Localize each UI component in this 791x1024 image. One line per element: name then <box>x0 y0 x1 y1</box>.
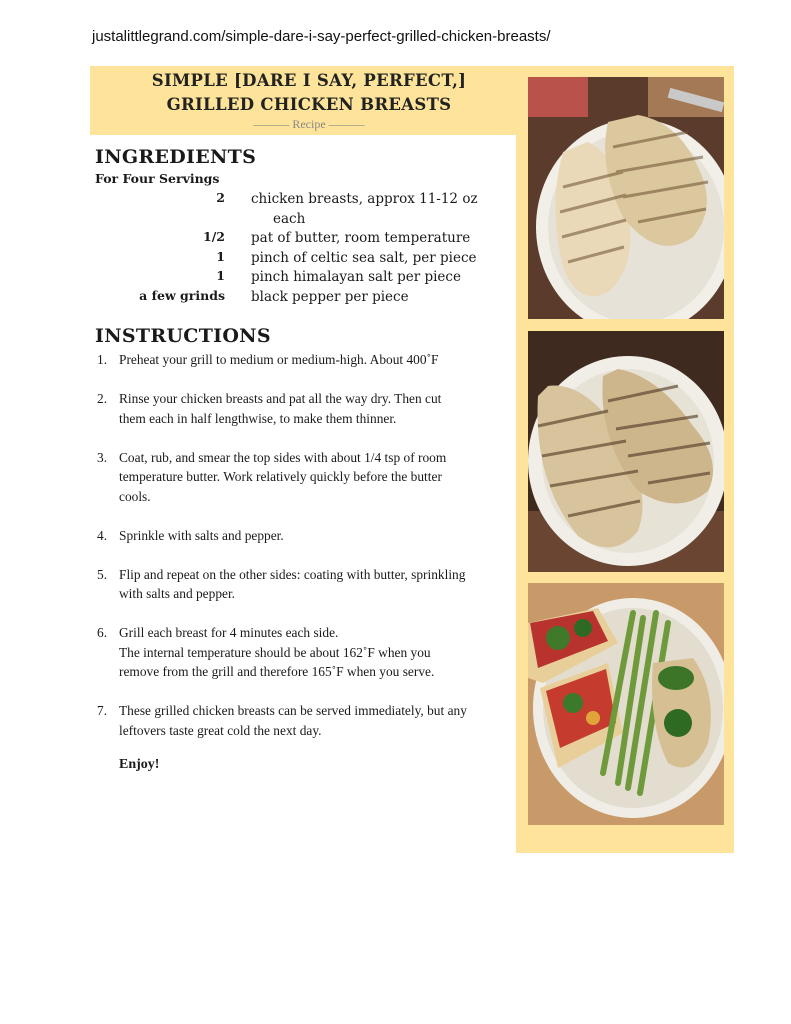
step-number: 6. <box>97 625 108 640</box>
ingredient-row <box>95 190 515 229</box>
ingredients-heading: INGREDIENTS <box>95 146 257 168</box>
instruction-step: 6. Grill each breast for 4 minutes each side. The internal temperature should be about 162˚F when you remove from the grill and therefore 165˚F when you serve. <box>97 625 435 679</box>
ingredient-text: chicken breasts, approx 11-12 oz each <box>251 191 478 227</box>
instruction-step: 5. Flip and repeat on the other sides: coating with butter, sprinkling with salts and pepper. <box>97 566 466 601</box>
recipe-title <box>90 69 528 117</box>
instruction-step: 1. Preheat your grill to medium or medium-high. About 400˚F <box>95 350 515 370</box>
step-number: 2. <box>97 391 108 406</box>
photo-plated-meal <box>528 583 724 825</box>
step-number: 4. <box>97 527 108 543</box>
ingredient-text: pinch himalayan salt per piece <box>251 269 461 285</box>
ingredient-text: black pepper per piece <box>251 288 409 305</box>
instruction-step: 4. Sprinkle with salts and pepper. <box>95 526 515 546</box>
servings-label: For Four Servings <box>95 171 220 186</box>
ingredient-text: pat of butter, room temperature <box>251 230 471 246</box>
instruction-step: 7. These grilled chicken breasts can be served immediately, but any leftovers taste great cold the next day. <box>97 703 467 738</box>
ingredient-qty: 2 <box>216 190 225 205</box>
ingredient-qty: a few grinds <box>139 287 225 303</box>
ingredient-row <box>95 288 515 308</box>
instruction-step: 2. Rinse your chicken breasts and pat all the way dry. Then cut them each in half lengthwise, to make them thinner. <box>97 391 442 426</box>
recipe-title-line-1: SIMPLE [DARE I SAY, PERFECT,] <box>151 71 467 90</box>
closing-text: Enjoy! <box>119 757 160 772</box>
ingredient-qty: 1 <box>216 248 225 264</box>
ingredient-text: pinch of celtic sea salt, per piece <box>251 249 477 266</box>
instructions-heading: INSTRUCTIONS <box>95 325 271 347</box>
ingredients-list <box>95 190 515 307</box>
recipe-subtitle: ——— Recipe ——— <box>253 117 365 131</box>
source-url[interactable]: justalittlegrand.com/simple-dare-i-say-perfect-grilled-chicken-breasts/ <box>92 28 551 45</box>
photo-chicken-plate-1 <box>528 77 724 319</box>
ingredient-row <box>95 229 515 249</box>
recipe-title-line-2: GRILLED CHICKEN BREASTS <box>166 95 452 114</box>
step-number: 1. <box>97 352 108 367</box>
ingredient-row <box>95 268 515 288</box>
step-number: 3. <box>97 449 108 465</box>
step-number: 5. <box>97 566 108 582</box>
instruction-step: 3. Coat, rub, and smear the top sides with about 1/4 tsp of room temperature butter. Work relatively quickly before the butter cools. <box>97 449 447 504</box>
ingredient-qty: 1/2 <box>203 229 225 244</box>
step-number: 7. <box>97 703 108 718</box>
instructions-list <box>95 350 515 760</box>
photo-chicken-plate-2 <box>528 331 724 572</box>
ingredient-qty: 1 <box>216 268 225 283</box>
ingredient-row <box>95 249 515 269</box>
